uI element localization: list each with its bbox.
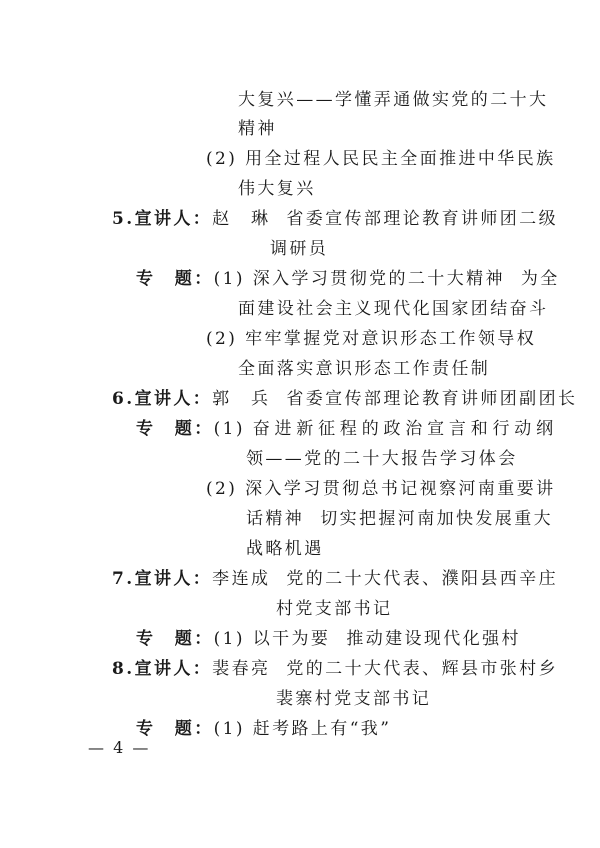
speaker-label: 宣讲人： — [134, 569, 213, 589]
speaker-label: 宣讲人： — [134, 209, 213, 229]
topic-number: (1) — [213, 629, 245, 649]
speaker-5-line — [112, 208, 558, 230]
topic-line — [136, 718, 391, 740]
topic-text: 用全过程人民民主全面推进中华民族 — [245, 149, 556, 169]
speaker-label: 宣讲人： — [134, 389, 213, 409]
speaker-label: 宣讲人： — [134, 659, 213, 679]
speaker-title-continuation: 村党支部书记 — [276, 599, 393, 619]
speaker-title: 省委宣传部理论教育讲师团二级 — [286, 209, 558, 229]
topic-item — [206, 328, 536, 350]
topic-text: 以干为要 — [252, 629, 331, 649]
topic-item — [206, 148, 556, 170]
speaker-name: 郭 兵 — [212, 389, 271, 409]
speaker-number: 6. — [112, 389, 135, 409]
topic-text: 赶考路上有“我” — [252, 719, 392, 739]
speaker-title: 党的二十大代表、辉县市张村乡 — [286, 659, 558, 679]
topic-text: 奋进新征程的政治宣言和行动纲 — [252, 419, 558, 439]
speaker-name: 裴春亮 — [212, 659, 271, 679]
topic-number: (2) — [206, 149, 238, 169]
speaker-name: 李连成 — [212, 569, 271, 589]
topic-continuation-line: 战略机遇 — [246, 539, 324, 559]
topic-text: 深入学习贯彻总书记视察河南重要讲 — [245, 479, 556, 499]
topic-number: (2) — [206, 479, 238, 499]
topic-text: 推动建设现代化强村 — [346, 629, 521, 649]
topic-label: 专 题： — [136, 629, 214, 649]
speaker-title: 党的二十大代表、濮阳县西辛庄 — [286, 569, 558, 589]
speaker-7-line — [112, 568, 558, 590]
topic-text: 深入学习贯彻党的二十大精神 — [252, 269, 505, 289]
topic-label: 专 题： — [136, 269, 214, 289]
speaker-title-continuation: 调研员 — [270, 239, 329, 259]
topic-line — [136, 268, 560, 290]
topic-continuation-line: 大复兴——学懂弄通做实党的二十大 — [238, 90, 549, 110]
topic-continuation-line: 精神 — [238, 119, 277, 139]
topic-continuation-line — [246, 508, 553, 530]
topic-label: 专 题： — [136, 719, 214, 739]
speaker-number: 7. — [112, 569, 135, 589]
topic-line — [136, 628, 521, 650]
topic-text: 话精神 — [246, 509, 305, 529]
page-number: — 4 — — [88, 738, 151, 757]
speaker-number: 8. — [112, 659, 135, 679]
topic-number: (1) — [213, 719, 245, 739]
speaker-title: 省委宣传部理论教育讲师团副团长 — [286, 389, 578, 409]
topic-item — [206, 478, 556, 500]
speaker-title-continuation: 裴寨村党支部书记 — [276, 689, 432, 709]
topic-text: 为全 — [520, 269, 560, 289]
topic-continuation-line: 伟大复兴 — [238, 179, 316, 199]
topic-text: 切实把握河南加快发展重大 — [320, 509, 554, 529]
topic-label: 专 题： — [136, 419, 214, 439]
topic-number: (1) — [213, 419, 245, 439]
topic-line — [136, 418, 558, 440]
topic-continuation-line: 面建设社会主义现代化国家团结奋斗 — [238, 299, 549, 319]
topic-text: 牢牢掌握党对意识形态工作领导权 — [245, 329, 537, 349]
topic-continuation-line: 全面落实意识形态工作责任制 — [238, 359, 491, 379]
speaker-number: 5. — [112, 209, 135, 229]
topic-number: (2) — [206, 329, 238, 349]
topic-continuation-line: 领——党的二十大报告学习体会 — [246, 449, 518, 469]
speaker-name: 赵 琳 — [212, 209, 271, 229]
speaker-8-line — [112, 658, 558, 680]
topic-number: (1) — [213, 269, 245, 289]
speaker-6-line — [112, 388, 577, 410]
